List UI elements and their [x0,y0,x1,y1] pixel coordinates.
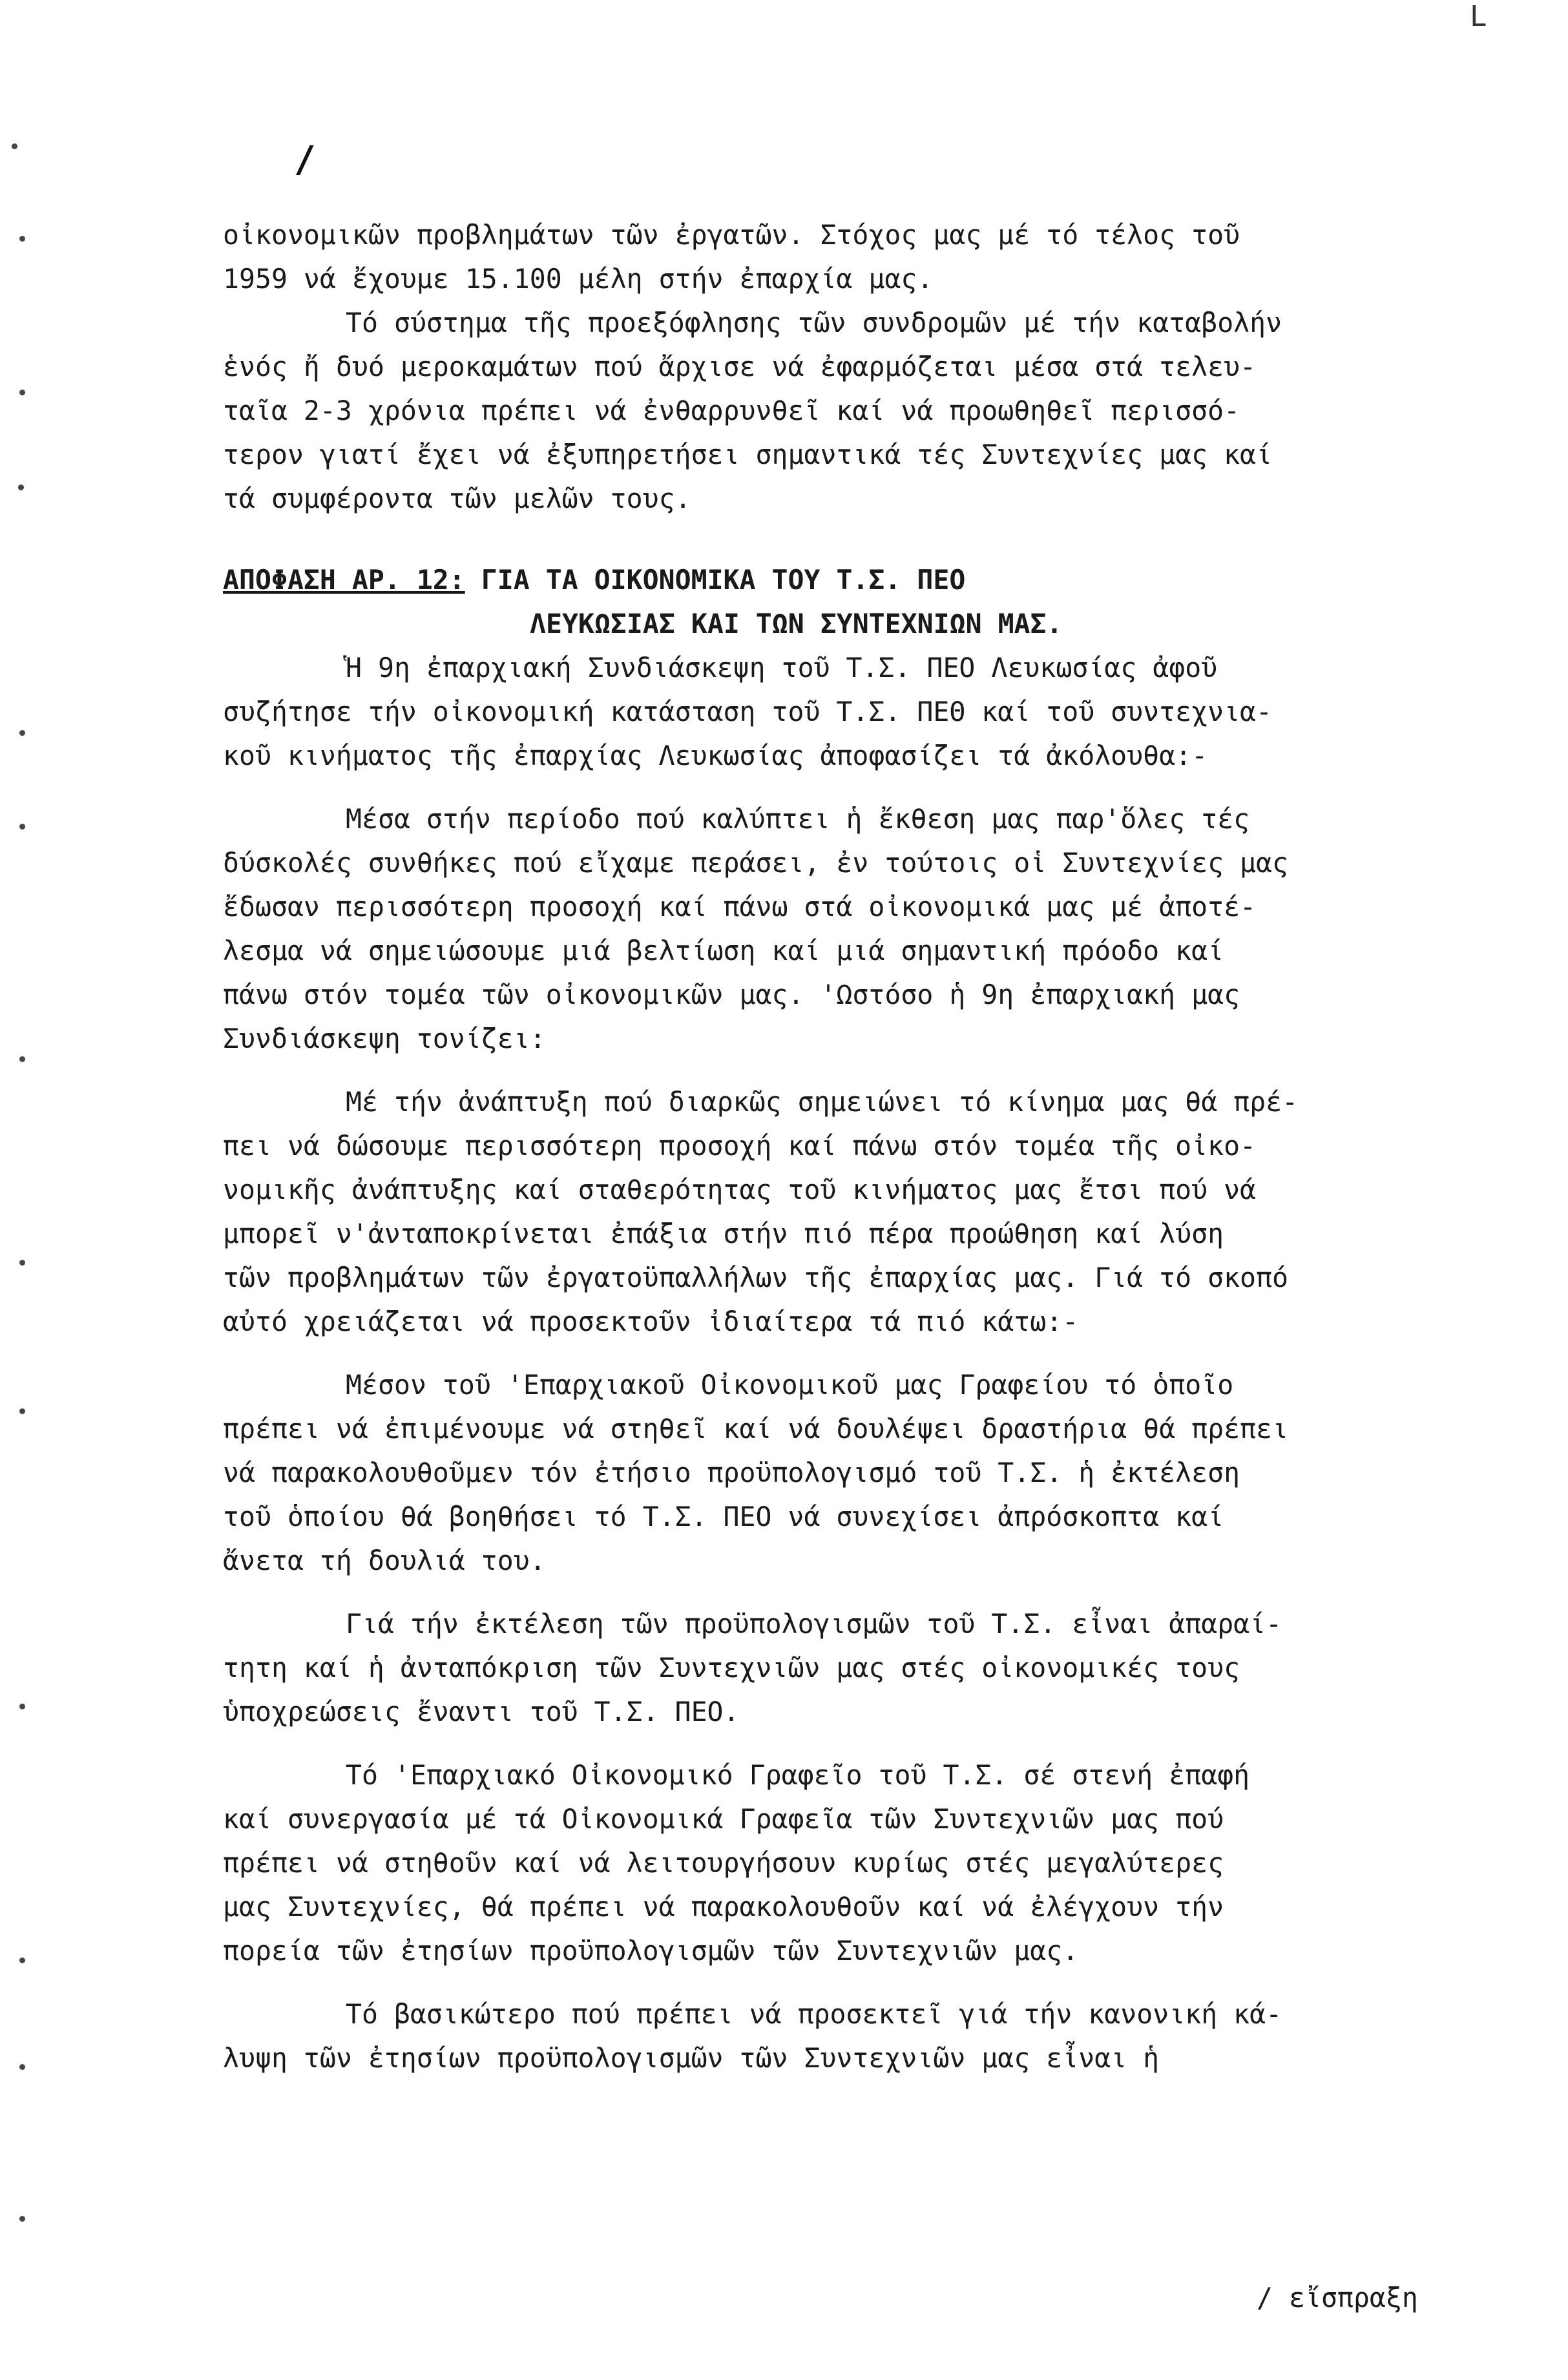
text-line: πει νά δώσουμε περισσότερη προσοχή καί πάνω στόν τομέα τῆς οἰκο- [223,1130,1257,1162]
text-line: Ἡ 9η ἐπαρχιακή Συνδιάσκεψη τοῦ Τ.Σ. ΠΕΟ Λευκωσίας ἀφοῦ [346,652,1218,684]
corner-handwritten-mark: L [1470,0,1487,33]
margin-speck [19,1056,25,1062]
text-line: Μέ τήν ἀνάπτυξη πού διαρκῶς σημειώνει τό κίνημα μας θά πρέ- [346,1086,1299,1118]
margin-speck [19,236,25,242]
text-line: πάνω στόν τομέα τῶν οἰκονομικῶν μας. 'Ωστόσο ἡ 9η ἐπαρχιακή μας [223,979,1240,1010]
page-continuation-word: / εἴσπραξη [1257,2282,1418,2313]
text-line: Μέσον τοῦ 'Επαρχιακοῦ Οἰκονομικοῦ μας Γραφείου τό ὁποῖο [346,1369,1234,1401]
text-line: λεσμα νά σημειώσουμε μιά βελτίωση καί μιά σημαντική πρόοδο καί [223,935,1224,966]
text-line: πρέπει νά ἐπιμένουμε νά στηθεῖ καί νά δουλέψει δραστήρια θά πρέπει [223,1413,1289,1445]
text-line: τερον γιατί ἔχει νά ἐξυπηρετήσει σημαντικά τές Συντεχνίες μας καί [223,439,1273,470]
text-line: Γιά τήν ἐκτέλεση τῶν προϋπολογισμῶν τοῦ Τ.Σ. εἶναι ἀπαραί- [346,1608,1282,1640]
decision-label: ΑΠΟΦΑΣΗ ΑΡ. 12: [223,564,465,596]
text-line: Τό βασικώτερο πού πρέπει νά προσεκτεῖ γιά τήν κανονική κά- [346,1998,1282,2030]
margin-speck [12,143,17,149]
paragraph-budget-coverage [223,1992,1547,2080]
paragraph-period-review [223,797,1547,1061]
paragraph-prepayment-system [223,301,1547,521]
text-line: 1959 νά ἔχουμε 15.100 μέλη στήν ἐπαρχία μας. [223,263,934,295]
text-line: ἔδωσαν περισσότερη προσοχή καί πάνω στά οἰκονομικά μας μέ ἀποτέ- [223,891,1257,923]
margin-speck [19,824,25,830]
paragraph-financial-office [223,1363,1547,1583]
text-line: δύσκολές συνθήκες πού εἴχαμε περάσει, ἐν τούτοις οἱ Συντεχνίες μας [223,847,1289,879]
text-line: Τό σύστημα τῆς προεξόφλησης τῶν συνδρομῶν μέ τήν καταβολήν [346,307,1282,339]
margin-speck [19,2064,25,2070]
paragraph-regional-office [223,1753,1547,1973]
paragraph-membership-goal [223,213,1547,301]
text-line: Τό 'Επαρχιακό Οἰκονομικό Γραφεῖο τοῦ Τ.Σ. σέ στενή ἐπαφή [346,1759,1250,1791]
text-line: οἰκονομικῶν προβλημάτων τῶν ἐργατῶν. Στόχος μας μέ τό τέλος τοῦ [223,219,1240,251]
text-line: Συνδιάσκεψη τονίζει: [223,1023,546,1054]
text-line: ἑνός ἤ δυό μεροκαμάτων πού ἄρχισε νά ἐφαρμόζεται μέσα στά τελευ- [223,351,1257,382]
text-line: πρέπει νά στηθοῦν καί νά λειτουργήσουν κυρίως στές μεγαλύτερες [223,1847,1224,1879]
text-line: τῶν προβλημάτων τῶν ἐργατοϋπαλλήλων τῆς ἐπαρχίας μας. Γιά τό σκοπό [223,1262,1289,1293]
margin-speck [19,390,25,395]
decision-heading [223,558,1547,646]
margin-speck [19,730,25,736]
text-line: ταῖα 2-3 χρόνια πρέπει νά ἐνθαρρυνθεῖ καί νά προωθηθεῖ περισσό- [223,395,1240,426]
text-line: νά παρακολουθοῦμεν τόν ἐτήσιο προϋπολογισμό τοῦ Τ.Σ. ἡ ἐκτέλεση [223,1457,1240,1488]
text-line: μπορεῖ ν'ἀνταποκρίνεται ἐπάξια στήν πιό πέρα προώθηση καί λύση [223,1218,1224,1249]
margin-speck [19,1957,25,1963]
text-line: μας Συντεχνίες, θά πρέπει νά παρακολουθοῦν καί νά ἐλέγχουν τήν [223,1891,1224,1923]
text-line: πορεία τῶν ἐτησίων προϋπολογισμῶν τῶν Συντεχνιῶν μας. [223,1935,1079,1967]
decision-title-continued: ΛΕΥΚΩΣΙΑΣ ΚΑΙ ΤΩΝ ΣΥΝΤΕΧΝΙΩΝ ΜΑΣ. [530,608,1063,640]
text-line: ἄνετα τή δουλιά του. [223,1545,546,1576]
pen-stroke-mark: / [294,139,316,181]
document-body [223,213,1547,2080]
paragraph-economic-development [223,1080,1547,1344]
margin-speck [19,2216,25,2222]
text-line: Μέσα στήν περίοδο πού καλύπτει ἡ ἔκθεση μας παρ'ὅλες τές [346,803,1250,835]
margin-speck [19,1408,25,1414]
text-line: λυψη τῶν ἐτησίων προϋπολογισμῶν τῶν Συντεχνιῶν μας εἶναι ἡ [223,2042,1160,2074]
text-line: τά συμφέροντα τῶν μελῶν τους. [223,483,691,514]
decision-title: ΓΙΑ ΤΑ ΟΙΚΟΝΟΜΙΚΑ ΤΟΥ Τ.Σ. ΠΕΟ [481,564,966,596]
paragraph-budget-execution [223,1602,1547,1734]
text-line: ὑποχρεώσεις ἔναντι τοῦ Τ.Σ. ΠΕΟ. [223,1696,740,1728]
paragraph-conference-decides [223,646,1547,778]
text-line: κοῦ κινήματος τῆς ἐπαρχίας Λευκωσίας ἀποφασίζει τά ἀκόλουθα:- [223,740,1208,771]
text-line: τητη καί ἡ ἀνταπόκριση τῶν Συντεχνιῶν μας στές οἰκονομικές τους [223,1652,1240,1684]
text-line: συζήτησε τήν οἰκονομική κατάσταση τοῦ Τ.Σ. ΠΕΘ καί τοῦ συντεχνια- [223,696,1273,727]
text-line: νομικῆς ἀνάπτυξης καί σταθερότητας τοῦ κινήματος μας ἔτσι πού νά [223,1174,1257,1206]
margin-speck [19,1704,25,1709]
margin-speck [19,1260,25,1266]
text-line: καί συνεργασία μέ τά Οἰκονομικά Γραφεῖα τῶν Συντεχνιῶν μας πού [223,1803,1224,1835]
text-line: τοῦ ὁποίου θά βοηθήσει τό Τ.Σ. ΠΕΟ νά συνεχίσει ἀπρόσκοπτα καί [223,1501,1224,1532]
text-line: αὐτό χρειάζεται νά προσεκτοῦν ἰδιαίτερα τά πιό κάτω:- [223,1306,1079,1337]
margin-speck [18,485,24,490]
